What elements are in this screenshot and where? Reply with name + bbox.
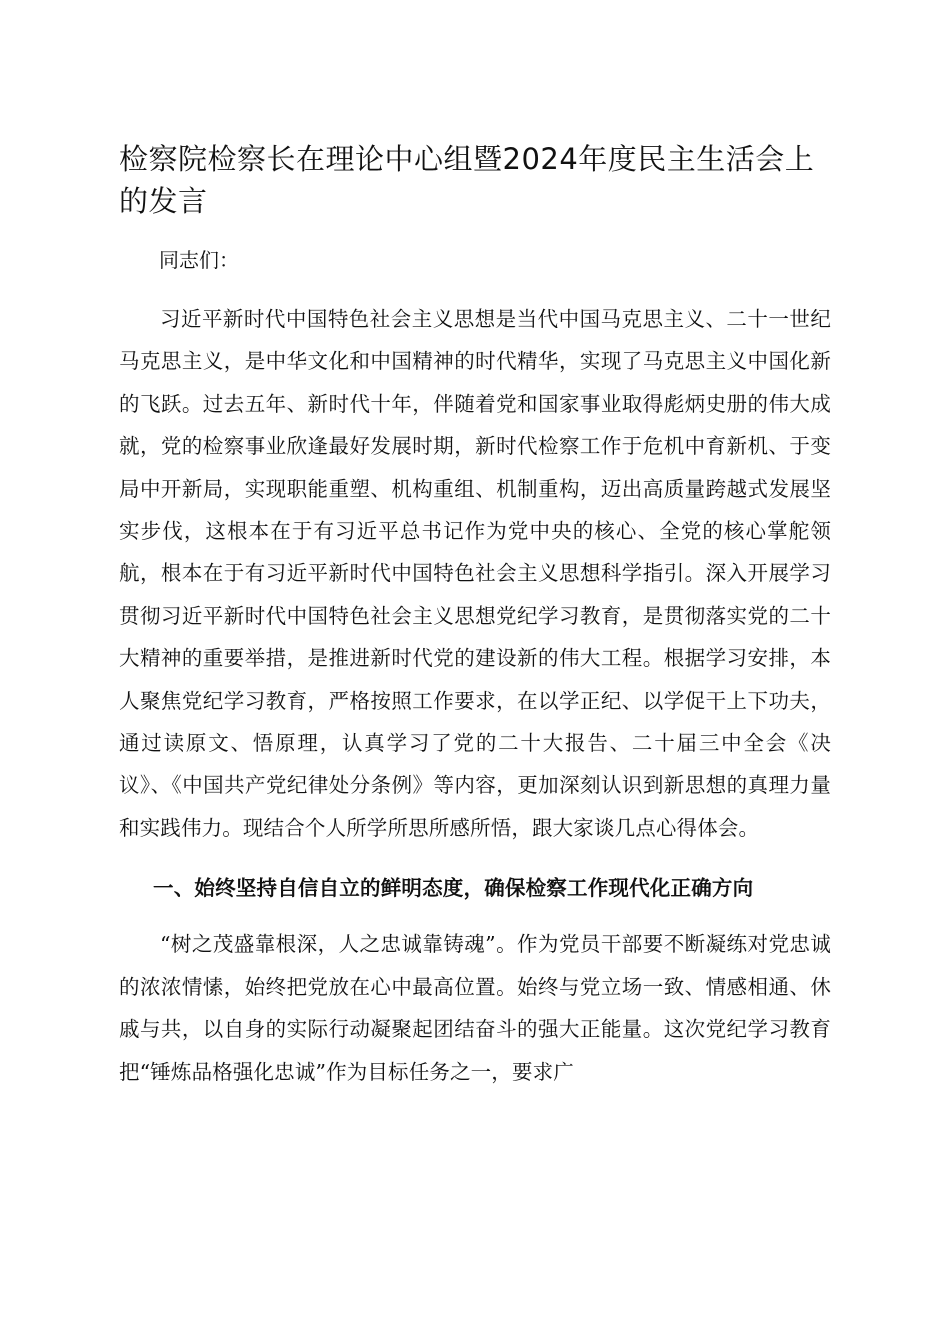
document-page [119, 138, 831, 1093]
section-heading-1: 一、始终坚持自信自立的鲜明态度，确保检察工作现代化正确方向 [153, 876, 754, 901]
paragraph-section-1: “树之茂盛靠根深，人之忠诚靠铸魂”。作为党员干部要不断凝练对党忠诚的浓浓情愫，始终把党放在心中最高位置。始终与党立场一致、情感相通、休戚与共，以自身的实际行动凝聚起团结奋斗的强大正能量。这次党纪学习教育把“锤炼品格强化忠诚”作为目标任务之一，要求广 [119, 932, 831, 1084]
salutation: 同志们： [159, 248, 239, 272]
document-title: 检察院检察长在理论中心组暨2024年度民主生活会上的发言 [119, 142, 815, 218]
paragraph-intro: 习近平新时代中国特色社会主义思想是当代中国马克思主义、二十一世纪马克思主义，是中华文化和中国精神的时代精华，实现了马克思主义中国化新的飞跃。过去五年、新时代十年，伴随着党和国家事业取得彪炳史册的伟大成就，党的检察事业欣逢最好发展时期，新时代检察工作于危机中育新机、于变局中开新局，实现职能重塑、机构重组、机制重构，迈出高质量跨越式发展坚实步伐，这根本在于有习近平总书记作为党中央的核心、全党的核心掌舵领航，根本在于有习近平新时代中国特色社会主义思想科学指引。深入开展学习贯彻习近平新时代中国特色社会主义思想党纪学习教育，是贯彻落实党的二十大精神的重要举措，是推进新时代党的建设新的伟大工程。根据学习安排，本人聚焦党纪学习教育，严格按照工作要求，在以学正纪、以学促干上下功夫，通过读原文、悟原理，认真学习了党的二十大报告、二十届三中全会《决议》、《中国共产党纪律处分条例》等内容，更加深刻认识到新思想的真理力量和实践伟力。现结合个人所学所思所感所悟，跟大家谈几点心得体会。 [119, 307, 831, 840]
